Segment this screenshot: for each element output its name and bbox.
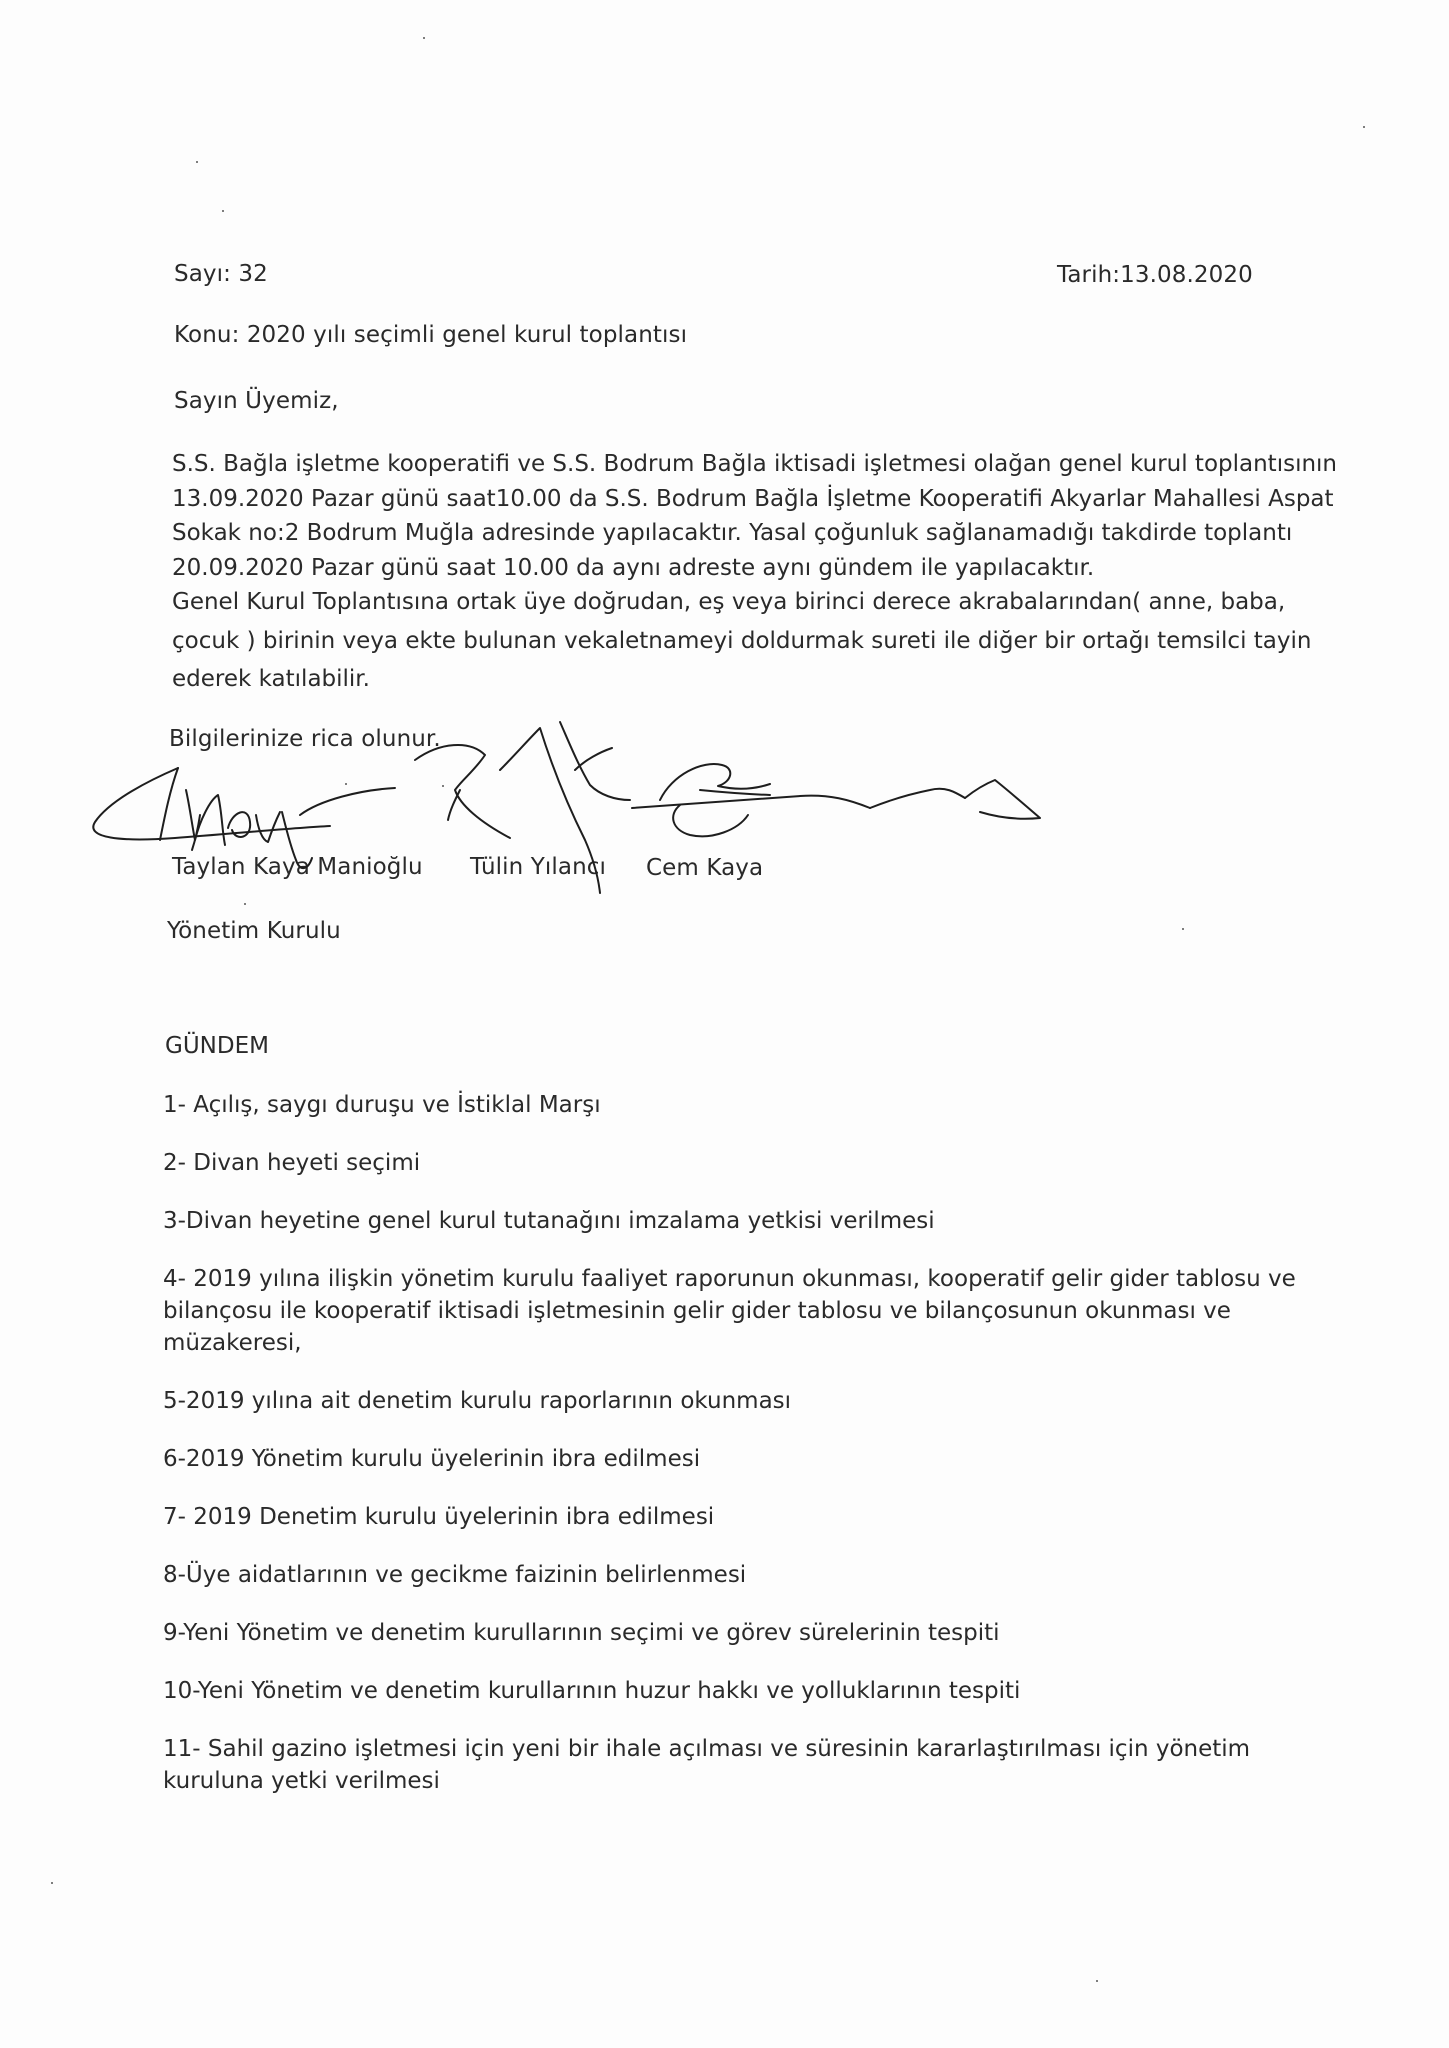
- signature-3-stroke: [700, 790, 770, 795]
- signature-1-stroke: [300, 788, 395, 815]
- signature-2-stroke: [560, 722, 630, 800]
- agenda-section: [163, 1030, 1296, 1823]
- agenda-item: [163, 1147, 1293, 1179]
- body-line: Sokak no:2 Bodrum Muğla adresinde yapılacaktır. Yasal çoğunluk sağlanamadığı takdirde toplantı: [172, 520, 1293, 546]
- signature-3-stroke: [660, 764, 770, 800]
- scan-speck: [1182, 928, 1184, 930]
- scan-speck: [423, 37, 425, 39]
- signature-3-stroke: [965, 780, 1040, 819]
- signatory-name-1: Taylan Kaya Manioğlu: [172, 854, 423, 880]
- scan-speck: [244, 903, 246, 905]
- signature-2-stroke: [415, 745, 510, 838]
- scan-speck: [51, 1882, 53, 1884]
- document-subject: Konu: 2020 yılı seçimli genel kurul toplantısı: [174, 322, 688, 348]
- agenda-item-text: kuruluna yetki verilmesi: [163, 1768, 440, 1794]
- signature-3-stroke: [632, 796, 870, 808]
- body-line: ederek katılabilir.: [172, 666, 370, 692]
- scan-speck: [442, 785, 444, 787]
- agenda-item: [163, 1617, 1293, 1649]
- agenda-item-text: 4- 2019 yılına ilişkin yönetim kurulu faaliyet raporunun okunması, kooperatif gelir gider tablosu ve: [163, 1266, 1296, 1292]
- signature-2-stroke: [448, 790, 460, 820]
- closing-remark: Bilgilerinize rica olunur.: [169, 726, 441, 752]
- agenda-item: [163, 1089, 1293, 1121]
- document-date: Tarih:13.08.2020: [1057, 262, 1253, 288]
- signature-3-stroke: [870, 789, 965, 808]
- agenda-item: [163, 1385, 1293, 1417]
- scan-speck: [1363, 126, 1365, 128]
- body-line: 13.09.2020 Pazar günü saat10.00 da S.S. Bodrum Bağla İşletme Kooperatifi Akyarlar Mahallesi Aspat: [172, 485, 1334, 512]
- document-number: Sayı: 32: [174, 261, 268, 287]
- body-line: S.S. Bağla işletme kooperatifi ve S.S. Bodrum Bağla iktisadi işletmesi olağan genel kurul toplantısının: [172, 451, 1338, 477]
- board-label: Yönetim Kurulu: [167, 918, 341, 944]
- agenda-title: GÜNDEM: [165, 1033, 269, 1059]
- agenda-item-text: 10-Yeni Yönetim ve denetim kurullarının huzur hakkı ve yolluklarının tespiti: [163, 1678, 1021, 1704]
- signatory-name-2: Tülin Yılancı: [470, 854, 606, 880]
- agenda-item: [163, 1443, 1293, 1475]
- body-line: Genel Kurul Toplantısına ortak üye doğrudan, eş veya birinci derece akrabalarından( anne, baba,: [172, 589, 1286, 615]
- agenda-item-text: 1- Açılış, saygı duruşu ve İstiklal Marşı: [163, 1092, 601, 1118]
- agenda-item: [163, 1675, 1293, 1707]
- agenda-item-text: 7- 2019 Denetim kurulu üyelerinin ibra edilmesi: [163, 1504, 715, 1530]
- agenda-item-text: 11- Sahil gazino işletmesi için yeni bir ihale açılması ve süresinin kararlaştırılması için yönetim: [163, 1736, 1251, 1762]
- scan-speck: [1096, 1980, 1098, 1982]
- agenda-item-text: bilançosu ile kooperatif iktisadi işletmesinin gelir gider tablosu ve bilançosunun okunması ve: [163, 1298, 1231, 1324]
- agenda-item: [163, 1205, 1293, 1237]
- signature-1-stroke: [228, 812, 250, 837]
- scan-speck: [345, 783, 347, 785]
- agenda-item: [163, 1263, 1296, 1359]
- scan-speck: [222, 210, 224, 212]
- body-line: çocuk ) birinin veya ekte bulunan vekaletnameyi doldurmak sureti ile diğer bir ortağı temsilci tayin: [172, 627, 1312, 654]
- body-line: 20.09.2020 Pazar günü saat 10.00 da aynı adreste aynı gündem ile yapılacaktır.: [172, 554, 1095, 581]
- agenda-item: [163, 1733, 1293, 1797]
- signature-1-stroke: [93, 768, 330, 839]
- agenda-item: [163, 1501, 1293, 1533]
- agenda-item-text: 8-Üye aidatlarının ve gecikme faizinin belirlenmesi: [163, 1562, 747, 1588]
- signature-1-stroke: [186, 790, 225, 845]
- letter-body: [172, 447, 1338, 697]
- scan-speck: [196, 161, 198, 163]
- signature-1-stroke: [192, 815, 200, 850]
- signature-1-stroke: [160, 768, 178, 840]
- agenda-item-text: 5-2019 yılına ait denetim kurulu raporlarının okunması: [163, 1388, 792, 1414]
- signature-1-stroke: [256, 812, 280, 842]
- agenda-item-text: 3-Divan heyetine genel kurul tutanağını imzalama yetkisi verilmesi: [163, 1208, 935, 1234]
- signatory-name-3: Cem Kaya: [646, 855, 764, 881]
- agenda-item-text: müzakeresi,: [163, 1330, 302, 1356]
- agenda-item-text: 2- Divan heyeti seçimi: [163, 1150, 421, 1176]
- agenda-item: [163, 1559, 1293, 1591]
- salutation: Sayın Üyemiz,: [174, 388, 339, 414]
- agenda-item-text: 9-Yeni Yönetim ve denetim kurullarının seçimi ve görev sürelerinin tespiti: [163, 1620, 1000, 1646]
- signature-2-stroke: [575, 748, 612, 770]
- signature-3-stroke: [673, 805, 748, 836]
- agenda-item-text: 6-2019 Yönetim kurulu üyelerinin ibra edilmesi: [163, 1446, 701, 1472]
